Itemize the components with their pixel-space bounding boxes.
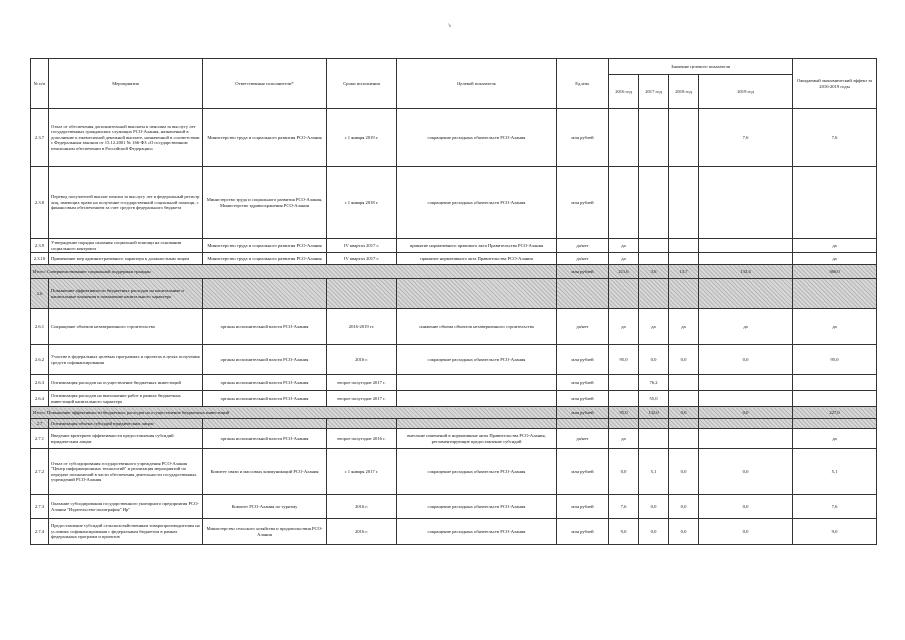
row-activity: Оказание субсидирования государственного унитарного предприятия РСО-Алания "Издательство-полиграфия" Ир": [49, 495, 203, 519]
row-responsible: органы исполнительной власти РСО-Алания: [203, 429, 327, 449]
row-units: млн рублей: [557, 495, 609, 519]
row-activity: Введение критериев эффективности предоставления субсидий юридическим лицам: [49, 429, 203, 449]
row-result: принятие нормативного акта Правительства РСО-Алания: [397, 253, 557, 265]
row-y2016: 9,0: [609, 519, 639, 545]
row-result: сокращение расходных обязательств РСО-Алания: [397, 449, 557, 495]
row-activity: Перевод получателей выплат пенсии за выслугу лет в федеральный регистр лиц, имеющих право на получение государственной социальной помощи, с финансовым обеспечением за счет средств федерального бюджета: [49, 167, 203, 239]
table-row: [31, 375, 877, 391]
subtotal-row: [31, 265, 877, 279]
row-y2017: 0,0: [639, 495, 669, 519]
header-year-2018: 2018 год: [669, 75, 699, 109]
row-y2017: [639, 253, 669, 265]
row-y2016: да: [609, 429, 639, 449]
page-marker: 's: [448, 24, 451, 29]
row-activity: Сокращение объемов незавершенного строительства: [49, 309, 203, 345]
subtotal-y2018: 13,7: [669, 265, 699, 279]
row-y2019: [699, 253, 793, 265]
row-y2018: 0,0: [669, 345, 699, 375]
row-y2018: [669, 239, 699, 253]
row-responsible: Министерство труда и социального развития РСО-Алания: [203, 239, 327, 253]
row-total: [793, 391, 877, 407]
section-num: 2.7: [31, 419, 49, 429]
row-units: да/нет: [557, 253, 609, 265]
row-units: млн рублей: [557, 449, 609, 495]
row-result: сокращение расходных обязательств РСО-Алания: [397, 495, 557, 519]
row-y2019: [699, 239, 793, 253]
row-y2018: да: [669, 309, 699, 345]
row-total: да: [793, 309, 877, 345]
row-y2019: 0,0: [699, 345, 793, 375]
row-y2019: 7,6: [699, 109, 793, 167]
subtotal-label: Итого: Повышение эффективности бюджетных расходов на осуществление бюджетных инвестиций: [31, 407, 557, 419]
row-y2016: да: [609, 253, 639, 265]
header-responsible: Ответственные исполнители*: [203, 59, 327, 109]
header-year-2019: 2019 год: [699, 75, 793, 109]
subtotal-units: млн рублей: [557, 265, 609, 279]
row-responsible: Министерство труда и социального развития РСО-Алания, Министерство здравоохранения РСО-Алания: [203, 167, 327, 239]
row-deadline: второе полугодие 2017 г.: [327, 375, 397, 391]
table-row: [31, 239, 877, 253]
row-y2017: 5,1: [639, 449, 669, 495]
row-num: 2.3.7: [31, 109, 49, 167]
subtotal-y2017: 132,0: [639, 407, 669, 419]
row-activity: Участие в федеральных целевых программах и проектах в целях получения средств софинансирования: [49, 345, 203, 375]
table-row: [31, 519, 877, 545]
row-result: сокращение расходных обязательств РСО-Алания: [397, 167, 557, 239]
row-deadline: с 1 января 2017 г.: [327, 449, 397, 495]
row-y2019: [699, 167, 793, 239]
row-result: принятие нормативного правового акта Правительства РСО-Алания: [397, 239, 557, 253]
subtotal-label: Итого: Совершенствование социальной поддержки граждан: [31, 265, 557, 279]
row-result: сокращение расходных обязательств РСО-Алания: [397, 345, 557, 375]
row-responsible: Комитет связи и массовых коммуникаций РСО-Алания: [203, 449, 327, 495]
row-deadline: второе полугодие 2016 г.: [327, 429, 397, 449]
row-y2018: 0,0: [669, 519, 699, 545]
section-header-row: [31, 419, 877, 429]
row-activity: Предоставление субсидий сельскохозяйственным товаропроизводителям на условиях софинансирования с федеральным бюджетом в рамках федеральных программ и проектов: [49, 519, 203, 545]
table-row: [31, 495, 877, 519]
row-deadline: второе полугодие 2017 г.: [327, 391, 397, 407]
row-y2016: 7,6: [609, 495, 639, 519]
row-total: 7,6: [793, 495, 877, 519]
row-units: да/нет: [557, 309, 609, 345]
row-total: да: [793, 429, 877, 449]
row-total: [793, 167, 877, 239]
row-result: [397, 375, 557, 391]
header-result: Целевой показатель: [397, 59, 557, 109]
subtotal-y2018: 0,0: [669, 407, 699, 419]
row-y2019: [699, 375, 793, 391]
row-deadline: 2016 г.: [327, 519, 397, 545]
subtotal-y2017: 3,6: [639, 265, 669, 279]
row-y2017: 0,0: [639, 519, 669, 545]
row-num: 2.6.3: [31, 375, 49, 391]
row-total: [793, 375, 877, 391]
row-responsible: органы исполнительной власти РСО-Алания: [203, 309, 327, 345]
row-y2018: [669, 253, 699, 265]
row-num: 2.6.4: [31, 391, 49, 407]
row-y2017: [639, 167, 669, 239]
row-units: да/нет: [557, 239, 609, 253]
row-y2019: да: [699, 309, 793, 345]
row-units: да/нет: [557, 429, 609, 449]
row-y2017: [639, 109, 669, 167]
header-total: Ожидаемый экономический эффект за 2016-2019 годы: [793, 59, 877, 109]
row-y2016: [609, 109, 639, 167]
row-units: млн рублей: [557, 109, 609, 167]
row-units: млн рублей: [557, 345, 609, 375]
row-deadline: 2016 г.: [327, 345, 397, 375]
section-header-row: [31, 279, 877, 309]
row-result: сокращение расходных обязательств РСО-Алания: [397, 519, 557, 545]
row-deadline: 2016 г.: [327, 495, 397, 519]
row-responsible: Комитет РСО-Алания по туризму: [203, 495, 327, 519]
header-deadline: Сроки исполнения: [327, 59, 397, 109]
row-total: 9,0: [793, 519, 877, 545]
row-y2017: 55,0: [639, 391, 669, 407]
row-y2016: да: [609, 239, 639, 253]
row-units: млн рублей: [557, 391, 609, 407]
row-y2016: [609, 167, 639, 239]
row-activity: Отказ от обеспечения дополнительной выплаты к пенсиям за выслугу лет государственных гражданских служащих РСО-Алания, назначенной в дополнение к ежемесячной денежной выплате, назначенной в соответствии с Федеральным законом от 15.12.2001 № 166-ФЗ «О государственном пенсионном обеспечении в Российской Федерации»: [49, 109, 203, 167]
row-y2016: [609, 391, 639, 407]
row-y2016: [609, 375, 639, 391]
section-title: Оптимизация объема субсидий юридическим лицам: [49, 419, 203, 429]
row-activity: Применение мер административного характера к должностным лицам: [49, 253, 203, 265]
row-deadline: IV квартал 2017 г.: [327, 239, 397, 253]
measures-table: [30, 58, 877, 545]
row-activity: Оптимизация расходов на выполнение работ в рамках бюджетных инвестиций капитального характера: [49, 391, 203, 407]
row-y2018: [669, 167, 699, 239]
row-y2017: 0,0: [639, 345, 669, 375]
row-y2019: [699, 391, 793, 407]
table-row: [31, 109, 877, 167]
row-responsible: Министерство труда и социального развития РСО-Алания: [203, 109, 327, 167]
row-deadline: с 1 января 2018 г.: [327, 167, 397, 239]
row-y2017: да: [639, 309, 669, 345]
row-num: 2.7.1: [31, 429, 49, 449]
row-result: [397, 391, 557, 407]
subtotal-y2016: 211,6: [609, 265, 639, 279]
subtotal-y2019: 133,4: [699, 265, 793, 279]
header-year-2017: 2017 год: [639, 75, 669, 109]
row-y2019: [699, 429, 793, 449]
row-y2018: [669, 429, 699, 449]
table-row: [31, 391, 877, 407]
section-num: 2.6: [31, 279, 49, 309]
row-y2017: [639, 429, 669, 449]
row-responsible: органы исполнительной власти РСО-Алания: [203, 345, 327, 375]
row-y2017: [639, 239, 669, 253]
row-total: да: [793, 253, 877, 265]
row-total: 7,6: [793, 109, 877, 167]
row-units: млн рублей: [557, 375, 609, 391]
table-row: [31, 449, 877, 495]
row-responsible: органы исполнительной власти РСО-Алания: [203, 375, 327, 391]
header-num: № п/п: [31, 59, 49, 109]
row-y2018: [669, 375, 699, 391]
row-result: сокращение расходных обязательств РСО-Алания: [397, 109, 557, 167]
subtotal-units: млн рублей: [557, 407, 609, 419]
row-y2017: 76,2: [639, 375, 669, 391]
row-num: 2.6.1: [31, 309, 49, 345]
row-y2018: 0,0: [669, 495, 699, 519]
row-result: внесение изменений в нормативные акты Правительства РСО-Алания, регламентирующие предоставление субсидий: [397, 429, 557, 449]
row-y2019: 0,0: [699, 495, 793, 519]
row-num: 2.7.4: [31, 519, 49, 545]
subtotal-total: 227,0: [793, 407, 877, 419]
row-activity: Отказ от субсидирования государственного учреждения РСО-Алания "Центр информационных технологий" и реализация мероприятий по передаче полномочий в части обеспечения деятельности государственных учреждений РСО-Алания: [49, 449, 203, 495]
row-y2018: [669, 109, 699, 167]
row-num: 2.7.2: [31, 449, 49, 495]
table-row: [31, 309, 877, 345]
row-deadline: IV квартал 2017 г.: [327, 253, 397, 265]
row-activity: Оптимизация расходов на осуществление бюджетных инвестиций: [49, 375, 203, 391]
table-row: [31, 345, 877, 375]
table-row: [31, 429, 877, 449]
header-row-top: [31, 59, 877, 75]
row-y2018: 0,0: [669, 449, 699, 495]
header-values-group: Значение целевого показателя: [609, 59, 793, 75]
row-y2019: 0,0: [699, 519, 793, 545]
subtotal-y2016: 95,0: [609, 407, 639, 419]
header-year-2016: 2016 год: [609, 75, 639, 109]
row-deadline: с 1 января 2019 г.: [327, 109, 397, 167]
row-total: 5,1: [793, 449, 877, 495]
row-num: 2.3.8: [31, 167, 49, 239]
row-responsible: Министерство труда и социального развития РСО-Алания: [203, 253, 327, 265]
row-deadline: 2016-2019 гг.: [327, 309, 397, 345]
row-y2018: [669, 391, 699, 407]
row-num: 2.3.10: [31, 253, 49, 265]
table-row: [31, 167, 877, 239]
row-total: 95,0: [793, 345, 877, 375]
row-num: 2.7.3: [31, 495, 49, 519]
row-total: да: [793, 239, 877, 253]
row-result: снижение объема объектов незавершенного строительства: [397, 309, 557, 345]
table-row: [31, 253, 877, 265]
header-units: Ед.изм.: [557, 59, 609, 109]
row-units: млн рублей: [557, 167, 609, 239]
row-responsible: органы исполнительной власти РСО-Алания: [203, 391, 327, 407]
row-responsible: Министерство сельского хозяйства и продовольствия РСО-Алания: [203, 519, 327, 545]
section-title: Повышение эффективности бюджетных расходов на капитальные и капитальные вложения в повышение капитального характера: [49, 279, 203, 309]
header-activity: Мероприятия: [49, 59, 203, 109]
subtotal-total: 366,0: [793, 265, 877, 279]
row-y2016: да: [609, 309, 639, 345]
row-units: млн рублей: [557, 519, 609, 545]
row-y2019: 0,0: [699, 449, 793, 495]
row-num: 2.6.2: [31, 345, 49, 375]
subtotal-row: [31, 407, 877, 419]
row-y2016: 95,0: [609, 345, 639, 375]
row-y2016: 0,0: [609, 449, 639, 495]
row-activity: Утверждение порядка оказания социальной помощи на основании социального контракта: [49, 239, 203, 253]
row-num: 2.3.9: [31, 239, 49, 253]
subtotal-y2019: 0,0: [699, 407, 793, 419]
